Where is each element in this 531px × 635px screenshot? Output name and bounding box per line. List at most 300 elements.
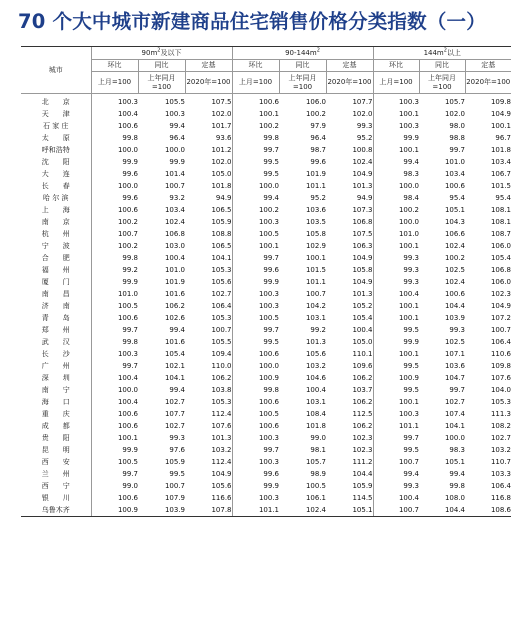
table-row bbox=[21, 108, 511, 120]
index-value-cell: 101.6 bbox=[164, 289, 185, 298]
index-value-cell: 106.8 bbox=[164, 229, 185, 238]
index-value-cell: 99.7 bbox=[232, 324, 279, 336]
index-value-cell: 101.5 bbox=[490, 181, 511, 190]
index-value-cell: 98.8 bbox=[449, 133, 465, 142]
index-value-cell: 104.9 bbox=[352, 169, 373, 178]
index-value-cell: 105.4 bbox=[352, 313, 373, 322]
index-value-cell: 102.5 bbox=[444, 265, 465, 274]
index-value-cell: 100.1 bbox=[305, 253, 326, 262]
base-header-row bbox=[21, 72, 511, 94]
index-value-cell: 99.9 bbox=[91, 444, 138, 456]
index-value-cell: 98.3 bbox=[449, 445, 465, 454]
index-value-cell: 100.0 bbox=[373, 180, 419, 192]
index-value-cell: 99.3 bbox=[373, 264, 419, 276]
index-value-cell: 107.4 bbox=[444, 409, 465, 418]
table-row bbox=[21, 94, 511, 109]
index-value-cell: 100.1 bbox=[232, 108, 279, 120]
index-value-cell: 114.5 bbox=[352, 493, 373, 502]
table-row bbox=[21, 168, 511, 180]
table-row bbox=[21, 192, 511, 204]
index-value-cell: 102.4 bbox=[279, 504, 326, 517]
index-value-cell: 111.3 bbox=[490, 409, 511, 418]
index-value-cell: 101.9 bbox=[164, 277, 185, 286]
document-title: 70 个大中城市新建商品住宅销售价格分类指数（一） bbox=[18, 10, 486, 33]
index-value-cell: 105.3 bbox=[211, 313, 232, 322]
index-value-cell: 99.9 bbox=[373, 336, 419, 348]
index-value-cell: 99.8 bbox=[91, 132, 138, 144]
index-value-cell: 100.4 bbox=[373, 492, 419, 504]
index-value-cell: 100.7 bbox=[164, 481, 185, 490]
index-value-cell: 101.1 bbox=[305, 181, 326, 190]
index-value-cell: 100.6 bbox=[91, 408, 138, 420]
city-name-cell: 南 京 bbox=[41, 217, 70, 226]
index-value-cell: 102.6 bbox=[164, 313, 185, 322]
index-value-cell: 105.1 bbox=[444, 205, 465, 214]
index-value-cell: 101.9 bbox=[305, 169, 326, 178]
index-value-cell: 96.4 bbox=[169, 133, 185, 142]
index-value-cell: 100.3 bbox=[164, 109, 185, 118]
index-value-cell: 103.4 bbox=[164, 205, 185, 214]
index-value-cell: 100.5 bbox=[91, 456, 138, 468]
index-value-cell: 99.7 bbox=[373, 432, 419, 444]
index-value-cell: 107.6 bbox=[211, 421, 232, 430]
city-name-cell: 石 家 庄 bbox=[43, 121, 69, 130]
index-value-cell: 100.3 bbox=[91, 348, 138, 360]
index-value-cell: 103.9 bbox=[444, 313, 465, 322]
index-value-cell: 105.2 bbox=[352, 301, 373, 310]
index-value-cell: 103.5 bbox=[305, 217, 326, 226]
index-value-cell: 100.0 bbox=[232, 180, 279, 192]
sub-header-cell: 定基 bbox=[326, 60, 373, 72]
index-value-cell: 101.0 bbox=[91, 288, 138, 300]
index-value-cell: 106.2 bbox=[164, 301, 185, 310]
index-value-cell: 95.2 bbox=[310, 193, 326, 202]
index-value-cell: 100.0 bbox=[373, 216, 419, 228]
index-value-cell: 99.6 bbox=[91, 192, 138, 204]
index-value-cell: 103.6 bbox=[444, 361, 465, 370]
index-value-cell: 104.9 bbox=[352, 277, 373, 286]
base-header-cell: 上月=100 bbox=[373, 72, 419, 94]
table-row bbox=[21, 420, 511, 432]
base-header-cell: 上月=100 bbox=[232, 72, 279, 94]
index-value-cell: 102.9 bbox=[305, 241, 326, 250]
index-value-cell: 100.1 bbox=[373, 312, 419, 324]
index-value-cell: 100.1 bbox=[373, 348, 419, 360]
index-value-cell: 105.6 bbox=[211, 481, 232, 490]
table-body bbox=[21, 94, 511, 517]
table-row bbox=[21, 300, 511, 312]
index-value-cell: 100.5 bbox=[305, 481, 326, 490]
index-value-cell: 107.7 bbox=[352, 97, 373, 106]
index-value-cell: 105.6 bbox=[305, 349, 326, 358]
city-name-cell: 成 都 bbox=[41, 421, 70, 430]
index-value-cell: 100.6 bbox=[232, 420, 279, 432]
index-value-cell: 99.4 bbox=[232, 192, 279, 204]
index-value-cell: 108.4 bbox=[305, 409, 326, 418]
index-value-cell: 99.5 bbox=[232, 336, 279, 348]
city-name-cell: 宁 波 bbox=[41, 241, 70, 250]
index-value-cell: 96.4 bbox=[310, 133, 326, 142]
city-name-cell: 海 口 bbox=[41, 397, 70, 406]
index-value-cell: 104.7 bbox=[444, 373, 465, 382]
index-value-cell: 100.0 bbox=[91, 384, 138, 396]
index-value-cell: 104.1 bbox=[211, 253, 232, 262]
index-value-cell: 98.7 bbox=[310, 145, 326, 154]
index-value-cell: 106.2 bbox=[352, 373, 373, 382]
group-header-medium: $90-144m^2$ bbox=[232, 47, 373, 60]
index-value-cell: 105.3 bbox=[211, 265, 232, 274]
table-row bbox=[21, 228, 511, 240]
index-value-cell: 101.1 bbox=[232, 504, 279, 517]
table-row bbox=[21, 324, 511, 336]
index-value-cell: 102.5 bbox=[444, 337, 465, 346]
index-value-cell: 102.3 bbox=[490, 289, 511, 298]
table-row bbox=[21, 492, 511, 504]
index-value-cell: 106.3 bbox=[352, 241, 373, 250]
index-value-cell: 106.8 bbox=[490, 265, 511, 274]
index-value-cell: 106.4 bbox=[211, 301, 232, 310]
index-value-cell: 104.1 bbox=[164, 373, 185, 382]
index-value-cell: 106.7 bbox=[490, 169, 511, 178]
table-row bbox=[21, 264, 511, 276]
index-value-cell: 100.7 bbox=[373, 504, 419, 517]
base-header-cell: 2020年=100 bbox=[185, 72, 232, 94]
index-value-cell: 99.6 bbox=[91, 168, 138, 180]
index-value-cell: 101.8 bbox=[305, 421, 326, 430]
table-row bbox=[21, 132, 511, 144]
index-value-cell: 104.2 bbox=[305, 301, 326, 310]
index-value-cell: 101.1 bbox=[373, 420, 419, 432]
city-name-cell: 广 州 bbox=[41, 361, 70, 370]
index-value-cell: 108.8 bbox=[211, 229, 232, 238]
index-value-cell: 104.4 bbox=[419, 504, 465, 517]
index-value-cell: 101.7 bbox=[211, 121, 232, 130]
index-value-cell: 101.5 bbox=[305, 265, 326, 274]
index-value-cell: 106.2 bbox=[352, 421, 373, 430]
index-value-cell: 101.3 bbox=[305, 337, 326, 346]
index-value-cell: 105.9 bbox=[164, 457, 185, 466]
index-value-cell: 98.0 bbox=[449, 121, 465, 130]
index-value-cell: 95.4 bbox=[449, 193, 465, 202]
index-value-cell: 105.1 bbox=[326, 504, 373, 517]
sub-header-row bbox=[21, 60, 511, 72]
index-value-cell: 107.5 bbox=[352, 229, 373, 238]
index-value-cell: 100.3 bbox=[232, 492, 279, 504]
index-value-cell: 106.4 bbox=[490, 337, 511, 346]
index-value-cell: 100.4 bbox=[91, 372, 138, 384]
index-value-cell: 105.8 bbox=[352, 265, 373, 274]
sub-header-cell: 环比 bbox=[232, 60, 279, 72]
index-value-cell: 101.4 bbox=[164, 169, 185, 178]
index-value-cell: 103.1 bbox=[305, 313, 326, 322]
index-value-cell: 101.0 bbox=[444, 157, 465, 166]
index-value-cell: 104.4 bbox=[352, 469, 373, 478]
index-value-cell: 105.0 bbox=[352, 337, 373, 346]
city-name-cell: 郑 州 bbox=[41, 325, 70, 334]
index-value-cell: 102.7 bbox=[490, 433, 511, 442]
index-value-cell: 104.1 bbox=[444, 421, 465, 430]
index-value-cell: 111.2 bbox=[352, 457, 373, 466]
index-value-cell: 105.6 bbox=[211, 277, 232, 286]
group-header-large: $144m^2$以上 bbox=[373, 47, 511, 60]
index-value-cell: 97.9 bbox=[310, 121, 326, 130]
index-value-cell: 102.3 bbox=[352, 433, 373, 442]
index-value-cell: 99.4 bbox=[449, 469, 465, 478]
index-value-cell: 100.2 bbox=[373, 204, 419, 216]
price-index-table bbox=[21, 46, 511, 517]
base-header-cell: 上月=100 bbox=[91, 72, 138, 94]
index-value-cell: 100.5 bbox=[232, 312, 279, 324]
index-value-cell: 102.7 bbox=[164, 397, 185, 406]
index-value-cell: 99.7 bbox=[449, 385, 465, 394]
index-value-cell: 94.9 bbox=[356, 193, 373, 202]
index-value-cell: 99.7 bbox=[91, 360, 138, 372]
city-name-cell: 呼和浩特 bbox=[41, 145, 70, 154]
index-value-cell: 108.1 bbox=[490, 217, 511, 226]
index-value-cell: 100.1 bbox=[373, 396, 419, 408]
index-value-cell: 94.9 bbox=[215, 193, 232, 202]
table-row bbox=[21, 120, 511, 132]
city-name-cell: 重 庆 bbox=[41, 409, 70, 418]
table-row bbox=[21, 276, 511, 288]
index-value-cell: 99.7 bbox=[91, 468, 138, 480]
index-value-cell: 100.7 bbox=[305, 289, 326, 298]
index-value-cell: 99.5 bbox=[373, 444, 419, 456]
index-value-cell: 100.0 bbox=[444, 433, 465, 442]
index-value-cell: 106.8 bbox=[352, 217, 373, 226]
table-row bbox=[21, 288, 511, 300]
index-value-cell: 98.1 bbox=[310, 445, 326, 454]
index-value-cell: 101.8 bbox=[490, 145, 511, 154]
index-value-cell: 106.0 bbox=[305, 97, 326, 106]
city-name-cell: 乌鲁木齐 bbox=[21, 504, 91, 517]
index-value-cell: 116.6 bbox=[211, 493, 232, 502]
index-value-cell: 99.3 bbox=[373, 480, 419, 492]
index-value-cell: 100.8 bbox=[352, 145, 373, 154]
index-value-cell: 99.5 bbox=[373, 324, 419, 336]
city-name-cell: 贵 阳 bbox=[41, 433, 70, 442]
index-value-cell: 93.2 bbox=[169, 193, 185, 202]
city-name-cell: 沈 阳 bbox=[41, 157, 70, 166]
index-value-cell: 99.3 bbox=[373, 276, 419, 288]
sub-header-cell: 环比 bbox=[373, 60, 419, 72]
index-value-cell: 106.2 bbox=[211, 373, 232, 382]
index-value-cell: 101.0 bbox=[373, 228, 419, 240]
base-header-cell: 上年同月=100 bbox=[419, 72, 465, 94]
city-name-cell: 杭 州 bbox=[41, 229, 70, 238]
index-value-cell: 100.5 bbox=[232, 408, 279, 420]
index-value-cell: 100.2 bbox=[91, 216, 138, 228]
table-row bbox=[21, 180, 511, 192]
base-header-cell: 2020年=100 bbox=[326, 72, 373, 94]
index-value-cell: 101.8 bbox=[211, 181, 232, 190]
index-value-cell: 99.4 bbox=[169, 325, 185, 334]
index-value-cell: 104.9 bbox=[490, 109, 511, 118]
index-value-cell: 103.4 bbox=[490, 157, 511, 166]
index-value-cell: 100.2 bbox=[232, 120, 279, 132]
city-name-cell: 合 肥 bbox=[41, 253, 70, 262]
index-value-cell: 100.0 bbox=[91, 180, 138, 192]
index-value-cell: 100.2 bbox=[232, 204, 279, 216]
index-value-cell: 99.6 bbox=[232, 264, 279, 276]
index-value-cell: 99.8 bbox=[91, 252, 138, 264]
index-value-cell: 100.7 bbox=[211, 325, 232, 334]
index-value-cell: 98.9 bbox=[310, 469, 326, 478]
index-value-cell: 101.0 bbox=[164, 265, 185, 274]
index-value-cell: 99.3 bbox=[356, 121, 373, 130]
index-value-cell: 103.1 bbox=[305, 397, 326, 406]
index-value-cell: 100.6 bbox=[91, 120, 138, 132]
table-row bbox=[21, 312, 511, 324]
index-value-cell: 105.5 bbox=[164, 97, 185, 106]
index-value-cell: 100.1 bbox=[373, 108, 419, 120]
index-value-cell: 105.9 bbox=[352, 481, 373, 490]
index-value-cell: 95.4 bbox=[495, 193, 511, 202]
sub-header-cell: 同比 bbox=[419, 60, 465, 72]
index-value-cell: 100.5 bbox=[232, 228, 279, 240]
index-value-cell: 106.6 bbox=[444, 229, 465, 238]
index-value-cell: 107.1 bbox=[444, 349, 465, 358]
table-row bbox=[21, 216, 511, 228]
table-row bbox=[21, 204, 511, 216]
index-value-cell: 102.1 bbox=[164, 361, 185, 370]
index-value-cell: 104.6 bbox=[305, 373, 326, 382]
index-value-cell: 103.7 bbox=[352, 385, 373, 394]
sub-header-cell: 环比 bbox=[91, 60, 138, 72]
index-value-cell: 105.5 bbox=[211, 337, 232, 346]
city-name-cell: 南 宁 bbox=[41, 385, 70, 394]
index-value-cell: 105.3 bbox=[490, 397, 511, 406]
index-value-cell: 112.4 bbox=[211, 409, 232, 418]
index-value-cell: 99.0 bbox=[91, 480, 138, 492]
index-value-cell: 100.3 bbox=[232, 216, 279, 228]
index-value-cell: 105.7 bbox=[444, 97, 465, 106]
index-value-cell: 99.7 bbox=[232, 144, 279, 156]
index-value-cell: 116.8 bbox=[490, 493, 511, 502]
index-value-cell: 108.2 bbox=[490, 421, 511, 430]
index-value-cell: 100.4 bbox=[164, 253, 185, 262]
index-value-cell: 99.5 bbox=[169, 469, 185, 478]
index-value-cell: 99.7 bbox=[232, 444, 279, 456]
city-name-cell: 南 昌 bbox=[41, 289, 70, 298]
index-value-cell: 98.3 bbox=[373, 168, 419, 180]
index-value-cell: 100.3 bbox=[232, 432, 279, 444]
index-value-cell: 99.9 bbox=[373, 132, 419, 144]
index-value-cell: 100.6 bbox=[91, 204, 138, 216]
index-value-cell: 106.5 bbox=[211, 241, 232, 250]
index-value-cell: 100.6 bbox=[232, 396, 279, 408]
city-name-cell: 银 川 bbox=[41, 493, 70, 502]
index-value-cell: 99.3 bbox=[169, 433, 185, 442]
index-value-cell: 101.3 bbox=[211, 433, 232, 442]
base-header-cell: 2020年=100 bbox=[465, 72, 511, 94]
index-value-cell: 99.4 bbox=[169, 385, 185, 394]
index-value-cell: 99.9 bbox=[91, 156, 138, 168]
index-value-cell: 93.6 bbox=[215, 133, 232, 142]
index-value-cell: 100.1 bbox=[373, 144, 419, 156]
index-value-cell: 100.9 bbox=[373, 372, 419, 384]
index-value-cell: 104.0 bbox=[490, 385, 511, 394]
city-name-cell: 福 州 bbox=[41, 265, 70, 274]
index-value-cell: 99.9 bbox=[169, 157, 185, 166]
index-value-cell: 99.5 bbox=[232, 168, 279, 180]
index-value-cell: 110.1 bbox=[352, 349, 373, 358]
index-value-cell: 100.4 bbox=[305, 385, 326, 394]
index-value-cell: 99.9 bbox=[91, 276, 138, 288]
index-value-cell: 99.9 bbox=[232, 480, 279, 492]
base-header-cell: 上年同月=100 bbox=[279, 72, 326, 94]
city-name-cell: 兰 州 bbox=[41, 469, 70, 478]
index-value-cell: 99.6 bbox=[232, 468, 279, 480]
index-value-cell: 103.9 bbox=[138, 504, 185, 517]
index-value-cell: 100.3 bbox=[91, 94, 138, 109]
index-value-cell: 109.8 bbox=[490, 97, 511, 106]
index-value-cell: 99.4 bbox=[373, 468, 419, 480]
index-value-cell: 100.0 bbox=[232, 360, 279, 372]
index-value-cell: 103.3 bbox=[490, 469, 511, 478]
index-value-cell: 99.3 bbox=[449, 325, 465, 334]
index-value-cell: 100.4 bbox=[91, 108, 138, 120]
index-value-cell: 100.3 bbox=[232, 456, 279, 468]
index-value-cell: 99.5 bbox=[373, 384, 419, 396]
index-value-cell: 102.7 bbox=[164, 421, 185, 430]
index-value-cell: 105.1 bbox=[444, 457, 465, 466]
index-value-cell: 100.1 bbox=[232, 240, 279, 252]
index-value-cell: 102.4 bbox=[444, 277, 465, 286]
index-value-cell: 105.7 bbox=[305, 457, 326, 466]
index-value-cell: 109.4 bbox=[211, 349, 232, 358]
index-value-cell: 107.3 bbox=[352, 205, 373, 214]
table-row bbox=[21, 144, 511, 156]
index-value-cell: 110.6 bbox=[490, 349, 511, 358]
index-value-cell: 99.7 bbox=[232, 252, 279, 264]
index-value-cell: 101.2 bbox=[211, 145, 232, 154]
index-value-cell: 102.0 bbox=[211, 157, 232, 166]
index-value-cell: 104.9 bbox=[490, 301, 511, 310]
index-value-cell: 105.0 bbox=[211, 169, 232, 178]
index-value-cell: 105.4 bbox=[490, 253, 511, 262]
index-value-cell: 101.6 bbox=[164, 337, 185, 346]
index-value-cell: 98.4 bbox=[373, 192, 419, 204]
index-value-cell: 100.7 bbox=[164, 181, 185, 190]
city-name-cell: 昆 明 bbox=[41, 445, 70, 454]
index-value-cell: 100.6 bbox=[91, 492, 138, 504]
index-value-cell: 99.2 bbox=[91, 264, 138, 276]
city-name-cell: 武 汉 bbox=[41, 337, 70, 346]
index-value-cell: 100.6 bbox=[232, 94, 279, 109]
index-value-cell: 99.8 bbox=[91, 336, 138, 348]
index-value-cell: 107.8 bbox=[185, 504, 232, 517]
index-value-cell: 99.6 bbox=[310, 157, 326, 166]
index-value-cell: 109.8 bbox=[490, 361, 511, 370]
city-name-cell: 太 原 bbox=[41, 133, 70, 142]
group-header-small: $90m^2$及以下 bbox=[91, 47, 232, 60]
index-value-cell: 101.3 bbox=[352, 181, 373, 190]
index-value-cell: 110.0 bbox=[211, 361, 232, 370]
index-value-cell: 97.6 bbox=[169, 445, 185, 454]
index-value-cell: 107.2 bbox=[490, 313, 511, 322]
index-value-cell: 99.8 bbox=[449, 481, 465, 490]
sub-header-cell: 同比 bbox=[138, 60, 185, 72]
index-value-cell: 96.7 bbox=[495, 133, 511, 142]
table-row bbox=[21, 408, 511, 420]
index-value-cell: 109.6 bbox=[352, 361, 373, 370]
index-value-cell: 102.0 bbox=[211, 109, 232, 118]
index-value-cell: 103.8 bbox=[211, 385, 232, 394]
index-value-cell: 103.0 bbox=[164, 241, 185, 250]
index-value-cell: 100.7 bbox=[373, 456, 419, 468]
index-value-cell: 100.6 bbox=[232, 348, 279, 360]
